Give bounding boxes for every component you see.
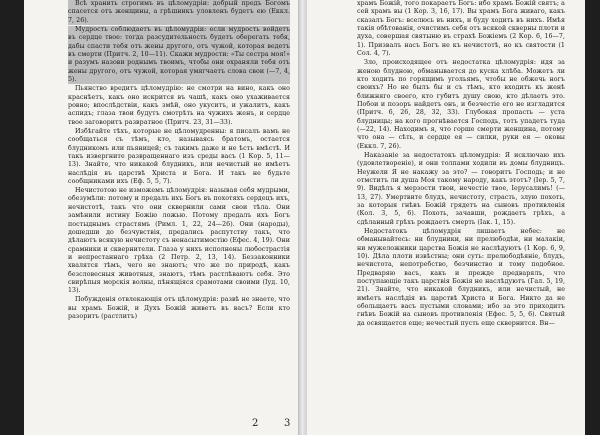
right-page-text xyxy=(357,0,565,328)
scan-edge-left xyxy=(0,0,24,435)
left-paragraph-3: Пьянство вредитъ цѣломудрiю: не смотри на вино, какъ оно краснѣетъ, какъ оно искрится въ чашѣ, какъ оно ухаживается ровно; впослѣдствiи, какъ змѣй, оно укуситъ, и ужалитъ, какъ аспидъ; глаза твои будутъ смотрѣть на чужихъ женъ, и сердце твое заговоритъ развратное (Притч. 23, 31—33). xyxy=(68,85,290,126)
book-gutter xyxy=(298,0,307,435)
left-paragraph-1: Всѣ хранить строгимъ въ цѣломудрiи: добрый предъ Богомъ спасется отъ женщины, а грѣшникъ уловленъ будетъ ею (Еккл. 7, 26). xyxy=(68,0,290,24)
page-number-left: 2 xyxy=(252,418,259,429)
left-paragraph-6: Побужденiя отвлекающiя отъ цѣломудрiя: развѣ не знаете, что вы храмъ Божiй, и Духъ Божiй живетъ въ васъ? Если кто разоритъ (растлитъ) xyxy=(68,296,290,321)
left-page xyxy=(24,0,298,435)
right-paragraph-3: Наказанiе за недостатокъ цѣломудрiя: Я исключаю ихъ (удовлетворенiе), и они толпами ходили въ домы блудницъ. Неужели Я не накажу за это? — говоритъ Господь; и не отмститъ ли душа Моя такому народу, какъ этотъ? (Iер. 5, 7, 9). Видѣлъ я мерзости твои, нечестiе твое, Iерусалимъ! (— 13, 27). Умертвите блудъ, нечистоту, страсть, злую похоть, за которыя гнѣвъ Божiй грядетъ на сыновъ противленiя (Кол. 3, 5, 6). Похоть, зачавши, рождаетъ грѣхъ, а сдѣланный грѣхъ рождаетъ смерть (Iак. 1, 15). xyxy=(357,151,565,226)
scan-edge-right xyxy=(585,0,600,435)
left-paragraph-5: Нечистотою не изможемъ цѣломудрiя: называя себя мудрыми, обезумѣли: потому и предалъ ихъ Богъ въ похотяхъ сердецъ ихъ, нечистотѣ, такъ что они сквернили сами свои тѣла. Они замѣнили истину Божiю ложью. Потому предалъ ихъ Богъ постыднымъ страстямъ (Римл. 1, 22, 24—26). Они (народы), дошедши до безчувствiя, предались распутству такъ, что дѣлаютъ всякую нечистоту съ ненасытимостiю (Ефес. 4, 19). Они срамники и сквернители. Глаза у нихъ исполнены любострастiя и непрестаннаго грѣха (2 Петр. 2, 13, 14). Беззаконники хвалятся тѣмъ, чего не знаютъ; что же по природѣ, какъ безсловесныя животныя, знаютъ, тѣмъ растлѣваютъ себя. Это свирѣпыя морскiя волны, пѣнящiяся срамотами своими (Iуд. 10, 13). xyxy=(68,187,290,295)
right-paragraph-1: храмъ Божiй, того покараетъ Богъ: ибо храмъ Божiй святъ; а сей храмъ вы (1 Кор. 3, 16, 17). Вы храмъ Бога живаго, какъ сказалъ Богъ: вселюсь въ нихъ, и буду ходить въ нихъ. Имѣя такiя обѣтованiя, очистимъ себя отъ всякой скверны плоти и духа, совершая святыню въ страхѣ Божiемъ (2 Кор. 6, 16—7, 1). Призвалъ насъ Богъ не къ нечистотѣ, но къ святости (1 Сол. 4, 7). xyxy=(357,0,565,58)
right-page xyxy=(307,0,585,435)
page-number-right: 3 xyxy=(284,418,291,429)
left-paragraph-4: Избѣгайте тѣхъ, которые не цѣломудренны: я писалъ вамъ не сообщаться съ тѣмъ, кто, называясь братомъ, остается блудникомъ или пьяницей; съ такимъ даже и не ѣсть вмѣстѣ. И такъ извергните развращеннаго изъ среды васъ (1 Кор. 5, 11—13). Знайте, что никакой блудникъ, или нечистый не имѣетъ наслѣдiя въ царствѣ Христа и Бога. И такъ не будьте сообщниками ихъ (Еф. 5, 5, 7). xyxy=(68,127,290,185)
right-paragraph-4: Недостатокъ цѣломудрiя лишаетъ небес: не обманывайтесь: ни блудники, ни прелюбодѣи, ни малакiи, ни мужеложники царства Божiя не наслѣдуютъ (1 Кор. 6, 9, 10). Дѣла плоти извѣстны; они суть: прелюбодѣянiе, блудъ, нечистота, непотребство, безчинство и тому подобное. Предваряю васъ, какъ и прежде предварялъ, что поступающiе такъ царствiя Божiя не наслѣдуютъ (Гал. 5, 19, 21). Знайте, что никакой блудникъ, или нечистый, не имѣетъ наслѣдiя въ царствѣ Христа и Бога. Никто да не обольщаетъ васъ пустыми словами; ибо за это приходитъ гнѣвъ Божiй на сыновъ противленiя (Ефес. 5, 5, 6). Святый да освящается еще; нечестый пусть еще сквернится. Вн— xyxy=(357,227,565,327)
left-paragraph-2: Мудрость соблюдаетъ въ цѣломудрiи: если мудрость войдетъ въ сердце твое: тогда разсудительность будетъ оберегать тебя, дабы спасти тебя отъ жены другого, отъ чужой, которая ведетъ въ смерти (Притч. 2, 10—11). Скажи мудрости: «Ты сестра моя!» и разумъ назови роднымъ твоимъ, чтобы они охраняли тебя отъ жены другого, отъ чужой, которая умягчаетъ слова свои (—7, 4, 5). xyxy=(68,25,290,83)
left-page-text xyxy=(68,0,290,322)
right-paragraph-2: Зло, происходящее отъ недостатка цѣломудрiя: идя за женою блудною, обманывается до куска хлѣба. Можетъ ли кто ходить по горящимъ угольямъ, чтобы не обжечь ногъ своихъ? Но не былъ бы и съ тѣмъ, кто входитъ къ женѣ ближняго своего, кто губитъ душу свою, кто дѣлаетъ это. Побои и позоръ найдетъ онъ, и безчестiе его не изгладится (Притч. 6, 26, 28, 32, 33). Глубокая пропасть — уста блудницы; на кого прогнѣвается Господь, тотъ упадетъ туда (—22, 14). Находимъ я, что горше смерти женщина, потому что она — сѣть, и сердце ея — силки, руки ея — оковы (Еккл. 7, 26). xyxy=(357,59,565,150)
